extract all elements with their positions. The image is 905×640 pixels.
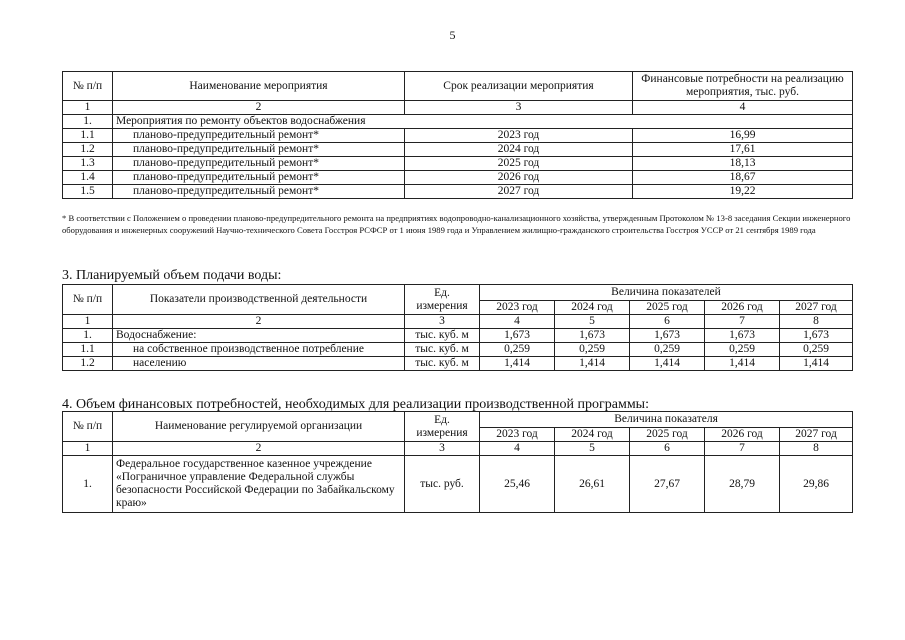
table-row [63,329,853,343]
year-header: 2026 год [705,428,780,442]
col-number: 6 [630,315,705,329]
row-num: 1.1 [63,129,113,143]
header-num: № п/п [63,72,113,101]
column-numbers-row [63,101,853,115]
table-header-row [63,72,853,101]
year-header: 2023 год [480,428,555,442]
year-header: 2024 год [555,428,630,442]
column-numbers-row [63,315,853,329]
value: 1,673 [780,329,853,343]
col-number: 1 [63,101,113,115]
measure-name: планово-предупредительный ремонт* [113,143,405,157]
section-4-title: 4. Объем финансовых потребностей, необходимых для реализации производственной программы: [62,397,649,412]
value: 1,414 [480,357,555,371]
column-numbers-row [63,442,853,456]
term: 2027 год [405,185,633,199]
value: 1,673 [630,329,705,343]
col-number: 7 [705,315,780,329]
water-supply-table [62,284,853,371]
indicator-name: на собственное производственное потребление [113,343,405,357]
header-unit: Ед. измерения [405,285,480,315]
value: 19,22 [633,185,853,199]
measure-name: планово-предупредительный ремонт* [113,129,405,143]
row-num: 1.3 [63,157,113,171]
row-num: 1. [63,456,113,513]
col-number: 3 [405,315,480,329]
col-number: 1 [63,315,113,329]
page-number: 5 [449,28,456,42]
row-num: 1. [63,115,113,129]
table-row [63,456,853,513]
value: 1,414 [555,357,630,371]
row-num: 1.1 [63,343,113,357]
col-number: 2 [113,101,405,115]
col-number: 5 [555,442,630,456]
term: 2026 год [405,171,633,185]
table-header-row [63,285,853,301]
table-row [63,343,853,357]
unit: тыс. куб. м [405,343,480,357]
table-row [63,357,853,371]
value: 1,673 [480,329,555,343]
unit: тыс. куб. м [405,357,480,371]
header-values-group: Величина показателей [480,285,853,301]
unit: тыс. руб. [405,456,480,513]
section-3-title: 3. Планируемый объем подачи воды: [62,268,282,283]
financial-needs-table [62,411,853,513]
col-number: 7 [705,442,780,456]
value: 0,259 [630,343,705,357]
col-number: 4 [480,315,555,329]
group-row [63,115,853,129]
col-number: 2 [113,315,405,329]
value: 1,414 [705,357,780,371]
measure-name: планово-предупредительный ремонт* [113,157,405,171]
value: 1,414 [780,357,853,371]
value: 26,61 [555,456,630,513]
value: 1,673 [555,329,630,343]
group-name: Мероприятия по ремонту объектов водоснабжения [113,115,853,129]
col-number: 6 [630,442,705,456]
repair-measures-table [62,71,853,199]
value: 0,259 [555,343,630,357]
header-unit: Ед. измерения [405,412,480,442]
value: 0,259 [705,343,780,357]
year-header: 2025 год [630,301,705,315]
value: 18,13 [633,157,853,171]
value: 0,259 [780,343,853,357]
header-financial-needs: Финансовые потребности на реализацию мероприятия, тыс. руб. [633,72,853,101]
year-header: 2023 год [480,301,555,315]
table-row [63,157,853,171]
value: 25,46 [480,456,555,513]
col-number: 3 [405,101,633,115]
measure-name: планово-предупредительный ремонт* [113,185,405,199]
col-number: 1 [63,442,113,456]
header-indicator: Показатели производственной деятельности [113,285,405,315]
value: 17,61 [633,143,853,157]
header-organization: Наименование регулируемой организации [113,412,405,442]
value: 29,86 [780,456,853,513]
col-number: 8 [780,315,853,329]
measure-name: планово-предупредительный ремонт* [113,171,405,185]
organization-name: Федеральное государственное казенное учреждение «Пограничное управление Федеральной службы безопасности Российской Федерации по Забайкальскому краю» [113,456,405,513]
table-row [63,129,853,143]
value: 18,67 [633,171,853,185]
indicator-name: Водоснабжение: [113,329,405,343]
row-num: 1. [63,329,113,343]
col-number: 2 [113,442,405,456]
year-header: 2024 год [555,301,630,315]
value: 27,67 [630,456,705,513]
header-values-group: Величина показателя [480,412,853,428]
footnote: * В соответствии с Положением о проведении планово-предупредительного ремонта на предприятиях водопроводно-канализационного хозяйства, утвержденным Протоколом № 13-8 заседания Секции инженерного оборудования и инженерных сооружений Научно-технического Совета Госстроя РСФСР от 1 июня 1989 года и Управлением жилищно-гражданского строительства Госстроя УССР от 21 сентября 1989 года [62,213,851,235]
value: 0,259 [480,343,555,357]
row-num: 1.4 [63,171,113,185]
year-header: 2027 год [780,301,853,315]
header-term: Срок реализации мероприятия [405,72,633,101]
term: 2024 год [405,143,633,157]
header-measure-name: Наименование мероприятия [113,72,405,101]
value: 16,99 [633,129,853,143]
table-row [63,143,853,157]
row-num: 1.5 [63,185,113,199]
col-number: 4 [480,442,555,456]
table-header-row [63,412,853,428]
value: 28,79 [705,456,780,513]
header-num: № п/п [63,285,113,315]
header-num: № п/п [63,412,113,442]
row-num: 1.2 [63,357,113,371]
col-number: 4 [633,101,853,115]
year-header: 2027 год [780,428,853,442]
value: 1,673 [705,329,780,343]
col-number: 8 [780,442,853,456]
table-row [63,185,853,199]
term: 2025 год [405,157,633,171]
year-header: 2026 год [705,301,780,315]
unit: тыс. куб. м [405,329,480,343]
indicator-name: населению [113,357,405,371]
row-num: 1.2 [63,143,113,157]
value: 1,414 [630,357,705,371]
term: 2023 год [405,129,633,143]
year-header: 2025 год [630,428,705,442]
col-number: 3 [405,442,480,456]
table-row [63,171,853,185]
col-number: 5 [555,315,630,329]
